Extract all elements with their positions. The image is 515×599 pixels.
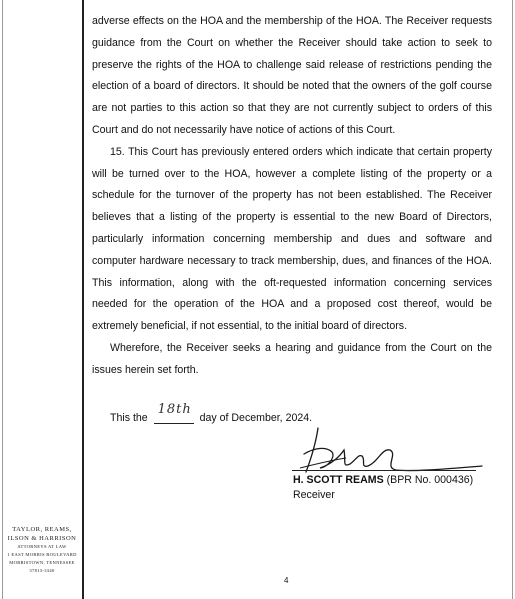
dated-suffix: day of December, 2024. [199,412,313,424]
firm-line-1: TAYLOR, REAMS, [12,526,72,533]
left-margin-rule [82,0,84,599]
signer-title: Receiver [293,489,335,501]
firm-line-2: ILSON & HARRISON [7,535,77,542]
signer-name-line [293,473,473,488]
signature-line [292,470,476,471]
page-number: 4 [284,576,289,585]
firm-line-4: 1 EAST MORRIS BOULEVARD [7,552,77,557]
handwritten-day: 18th [157,402,192,417]
day-blank [154,402,194,424]
paragraph-continuation: adverse effects on the HOA and the membership of the HOA. The Receiver requests guidance from the Court on whether the Receiver should take action to seek to preserve the rights of the HOA to challenge said release of restrictions pending the election of a board of directors. It should be noted that the owners of the golf course are not parties to this action so that they are not currently subject to orders of this Court and do not necessarily have notice of actions of this Court. [92,15,492,136]
firm-line-3: ATTORNEYS AT LAW [17,544,67,549]
signer-bpr: (BPR No. 000436) [386,474,474,486]
signer-name: H. SCOTT REAMS [293,474,384,486]
paragraph-15: 15. This Court has previously entered orders which indicate that certain property will be turned over to the HOA, however a complete listing of the property or a schedule for the turnover of the property has not been established. The Receiver believes that a listing of the property is essential to the new Board of Directors, particularly information concerning membership and dues and software and computer hardware necessary to track membership, dues, and finances of the HOA. This information, along with the oft-requested information concerning services needed for the operation of the HOA and a proposed cost thereof, would be extremely beneficial, if not essential, to the initial board of directors. [92,145,492,333]
handwritten-signature [286,424,486,480]
law-firm-block [6,525,78,575]
firm-line-6: 37813-3340 [29,568,55,573]
dated-line [110,402,313,424]
signer-block [293,473,473,503]
document-body [92,11,492,382]
firm-line-5: MORRISTOWN, TENNESSEE [9,560,75,565]
paragraph-wherefore: Wherefore, the Receiver seeks a hearing and guidance from the Court on the issues herein set forth. [92,341,492,376]
dated-prefix: This the [110,412,148,424]
